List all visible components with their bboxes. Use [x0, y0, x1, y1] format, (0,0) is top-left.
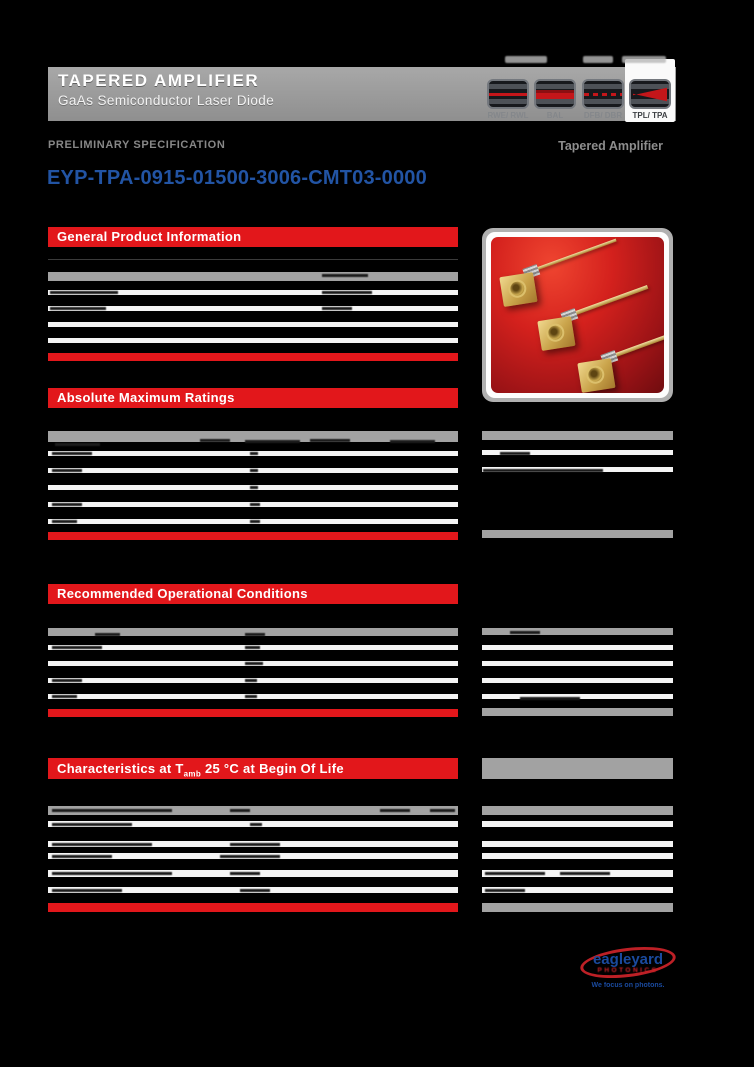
clipped-text-fragment [380, 809, 410, 812]
section-absolute-maximum-ratings: Absolute Maximum Ratings [48, 388, 458, 408]
clipped-text-fragment [245, 695, 257, 698]
table-row [482, 853, 673, 859]
clipped-text-fragment [52, 695, 77, 698]
clipped-text-fragment [52, 520, 77, 523]
clipped-text-fragment [52, 843, 152, 846]
table-closing-red-bar [48, 709, 458, 717]
clipped-text-fragment [95, 633, 120, 636]
clipped-text-fragment [200, 439, 230, 442]
clipped-text-fragment [250, 520, 260, 523]
tile-label-dfb-dbr: DFB/ DBR [583, 111, 623, 120]
table-row [48, 322, 458, 327]
section-title-part: 25 °C at Begin Of Life [201, 761, 344, 776]
table-row [482, 821, 673, 827]
clipped-text-fragment [322, 307, 352, 310]
clipped-text-fragment [52, 469, 82, 472]
clipped-text-fragment [510, 631, 540, 634]
chip-band [489, 84, 527, 89]
table-row [48, 306, 458, 311]
clipped-text-fragment [52, 679, 82, 682]
product-family-label: Tapered Amplifier [558, 139, 663, 153]
broad-area-laser-icon [534, 79, 576, 109]
clipped-text-fragment [520, 697, 580, 700]
clipped-text-fragment [245, 633, 265, 636]
clipped-text-fragment [322, 291, 372, 294]
broad-area-band [536, 90, 574, 99]
clipped-text-fragment [560, 872, 610, 875]
clipped-text-fragment [230, 872, 260, 875]
clipped-text-fragment [250, 469, 258, 472]
part-number: EYP-TPA-0915-01500-3006-CMT03-0000 [47, 167, 427, 189]
clipped-text-fragment [52, 646, 102, 649]
clipped-text-fragment [55, 443, 100, 446]
table-header-row [482, 758, 673, 779]
section-characteristics [48, 758, 458, 779]
clipped-text-fragment [310, 439, 350, 442]
document-title: TAPERED AMPLIFIER [58, 71, 260, 90]
clipped-text-fragment [485, 872, 545, 875]
table-row [482, 661, 673, 666]
tile-label-tpl-tpa: TPL/ TPA [632, 111, 668, 120]
table-closing-red-bar [48, 353, 458, 361]
clipped-text-fragment [52, 452, 92, 455]
clipped-text-fragment [50, 291, 118, 294]
clipped-text-fragment [52, 872, 172, 875]
clipped-text-fragment [483, 469, 603, 472]
grating-stabilized-laser-icon [582, 79, 624, 109]
grating-dashes [584, 93, 622, 96]
package-pin [526, 239, 616, 274]
clipped-text-fragment [430, 809, 455, 812]
company-logo [578, 944, 678, 994]
clipped-text-fragment [250, 486, 258, 489]
clipped-text-fragment [250, 503, 260, 506]
tile-label-bal: BAL [546, 111, 564, 120]
chip-band [536, 99, 574, 104]
clipped-text-fragment [245, 662, 263, 665]
clipped-text-fragment [230, 809, 250, 812]
logo-sub: PHOTONICS [597, 967, 659, 974]
table-header-row [482, 431, 673, 440]
clipped-text-fragment [52, 503, 82, 506]
table-header-row [48, 272, 458, 281]
clipped-text-fragment [322, 274, 368, 277]
clipped-text-fragment [245, 679, 257, 682]
section-recommended-operational-conditions: Recommended Operational Conditions [48, 584, 458, 604]
small-caption-blur [622, 56, 666, 63]
chip-band [584, 99, 622, 104]
chip-band [631, 84, 669, 89]
clipped-text-fragment [52, 823, 132, 826]
logo-name: eagleyard [592, 951, 664, 968]
clipped-text-fragment [245, 440, 300, 443]
clipped-text-fragment [390, 440, 435, 443]
clipped-text-fragment [240, 889, 270, 892]
section-title-part: Characteristics at T [57, 761, 184, 776]
table-header-row [482, 708, 673, 716]
logo-tagline: We focus on photons. [591, 982, 665, 989]
section-title-subscript: amb [183, 769, 202, 779]
chip-band [536, 84, 574, 89]
clipped-text-fragment [220, 855, 280, 858]
clipped-text-fragment [250, 823, 262, 826]
chip-band [489, 99, 527, 104]
table-row [482, 645, 673, 650]
table-header-row [482, 903, 673, 912]
tapered-laser-icon [629, 79, 671, 109]
clipped-text-fragment [250, 452, 258, 455]
clipped-text-fragment [230, 843, 280, 846]
table-header-row [482, 530, 673, 538]
laser-diode-photo [491, 237, 664, 393]
product-photo-frame [482, 228, 673, 402]
small-caption-blur [583, 56, 613, 63]
table-top-rule [48, 259, 458, 260]
table-header-row [482, 806, 673, 815]
ridge-line [489, 93, 527, 96]
clipped-text-fragment [50, 307, 106, 310]
table-row [482, 841, 673, 847]
photo-inner-border [486, 232, 669, 398]
table-closing-red-bar [48, 532, 458, 540]
small-caption-blur [505, 56, 547, 63]
clipped-text-fragment [52, 889, 122, 892]
clipped-text-fragment [52, 855, 112, 858]
clipped-text-fragment [485, 889, 525, 892]
clipped-text-fragment [52, 809, 172, 812]
chip-band [584, 84, 622, 89]
clipped-text-fragment [500, 452, 530, 455]
table-row [482, 678, 673, 683]
preliminary-specification-label: PRELIMINARY SPECIFICATION [48, 139, 226, 151]
tile-label-rwe-rwl: RWE/ RWL [487, 111, 529, 120]
section-general-product-information: General Product Information [48, 227, 458, 247]
ridge-waveguide-laser-icon [487, 79, 529, 109]
table-closing-red-bar [48, 903, 458, 912]
document-subtitle: GaAs Semiconductor Laser Diode [58, 93, 275, 108]
clipped-text-fragment [245, 646, 260, 649]
table-row [48, 338, 458, 343]
